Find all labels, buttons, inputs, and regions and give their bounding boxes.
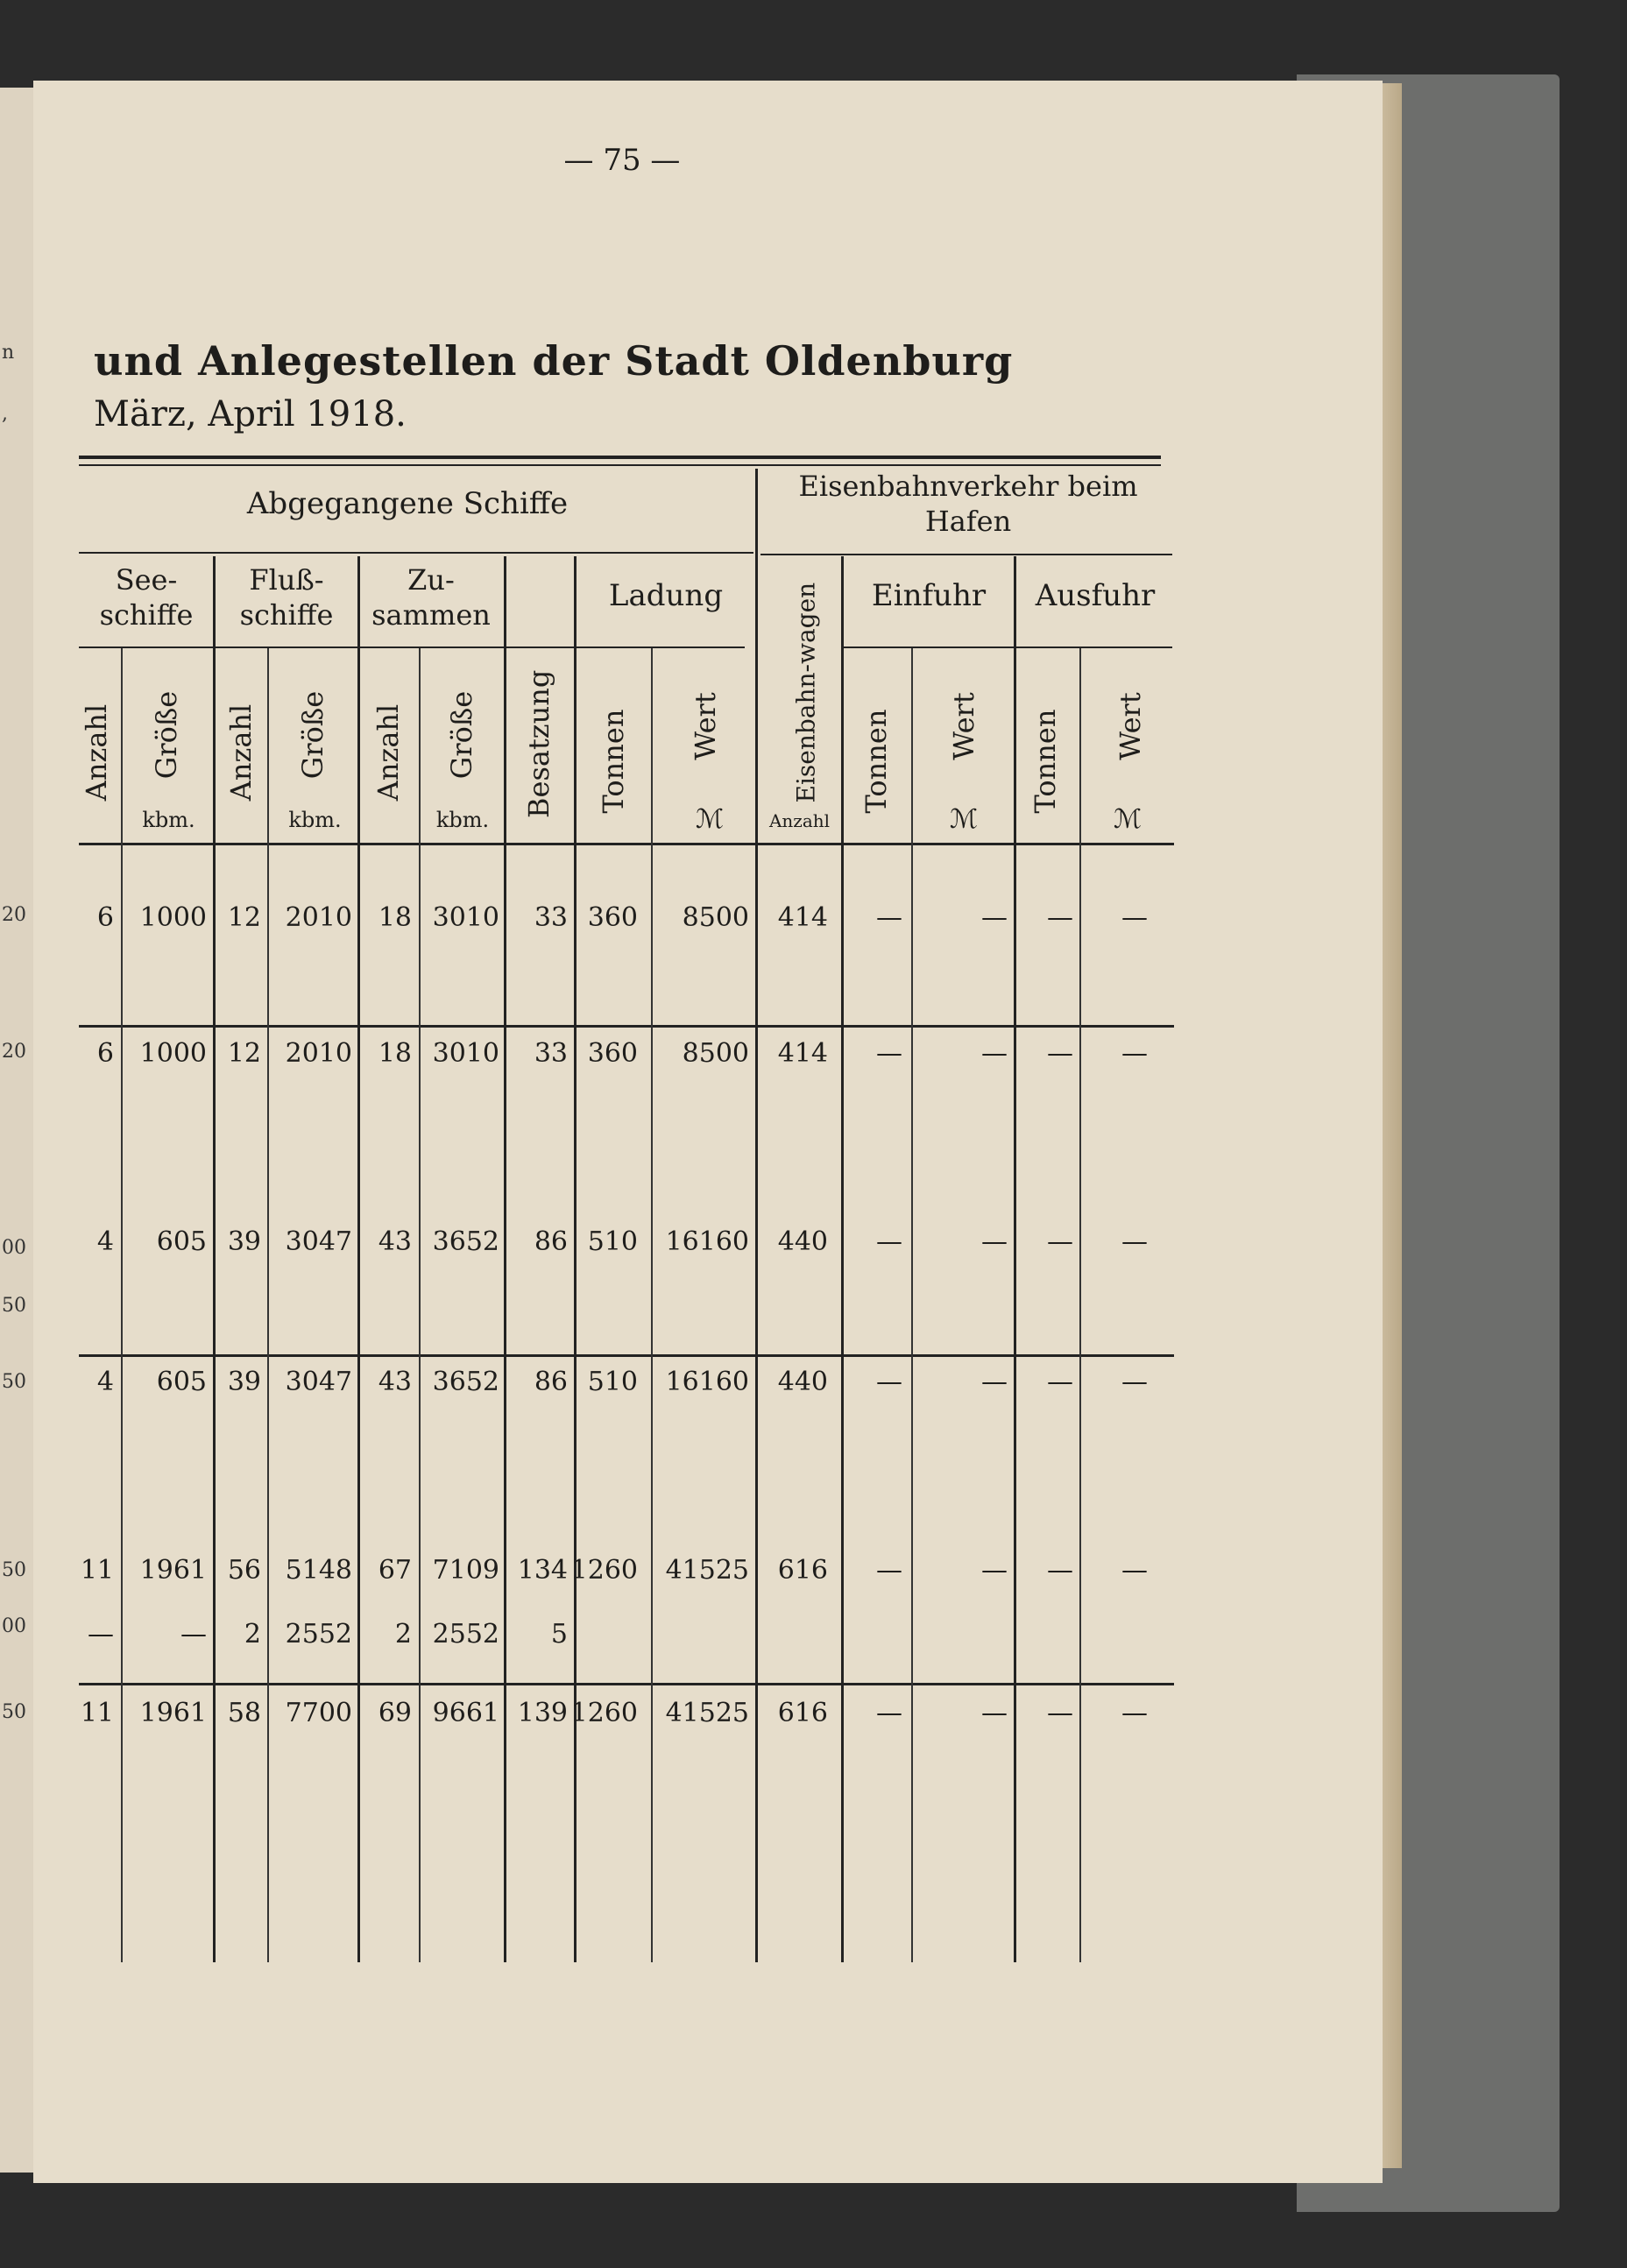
table-top-rule [79, 456, 1161, 459]
header-total-size: Größe [445, 690, 478, 780]
table-cell: — [1121, 1367, 1148, 1397]
unit-anzahl: Anzahl [768, 810, 831, 831]
table-cell: — [876, 1555, 902, 1586]
table-cell: 6 [96, 902, 114, 933]
table-cell: 139 [517, 1698, 568, 1728]
table-cell: 16160 [665, 1367, 749, 1397]
header-export-tons: Tonnen [1029, 709, 1062, 814]
table-cell: 33 [534, 1038, 568, 1069]
header-total-count: Anzahl [371, 703, 405, 802]
header-wagons: Eisenbahn-wagen [791, 582, 821, 803]
table-cell: 39 [227, 1226, 261, 1257]
table-cell: — [1121, 1555, 1148, 1586]
table-cell: 58 [227, 1698, 261, 1728]
header-river-ships: Fluß-schiffe [239, 563, 334, 632]
table-cell: 4 [96, 1367, 114, 1397]
table-cell: 440 [777, 1367, 828, 1397]
table-cell: 16160 [665, 1226, 749, 1257]
header-river-count: Anzahl [224, 703, 258, 802]
table-cell: 9661 [432, 1698, 499, 1728]
col-line [841, 556, 844, 1962]
table-cell: — [981, 902, 1008, 933]
table-cell: — [1047, 1698, 1073, 1728]
header-import-tons: Tonnen [859, 709, 893, 814]
left-fragment: 50 [2, 1559, 26, 1581]
col-line [357, 556, 360, 1962]
table-cell: 5148 [285, 1555, 352, 1586]
table-cell: 1961 [139, 1698, 207, 1728]
left-fragment: 50 [2, 1295, 26, 1317]
page-title: und Anlegestellen der Stadt Oldenburg [94, 337, 1014, 385]
table-cell: 616 [777, 1698, 828, 1728]
left-fragment: n [2, 342, 15, 364]
table-cell: 3010 [432, 902, 499, 933]
table-cell: 3047 [285, 1226, 352, 1257]
table-cell: 18 [378, 902, 412, 933]
table-cell: 8500 [682, 1038, 749, 1069]
header-rule-3 [841, 646, 1172, 648]
table-cell: — [876, 1367, 902, 1397]
page-subtitle: März, April 1918. [94, 394, 407, 435]
col-line [213, 556, 216, 1962]
col-line [1014, 556, 1016, 1962]
table-cell: 134 [517, 1555, 568, 1586]
col-line [1079, 648, 1081, 1962]
header-departed-ships: Abgegangene Schiffe [246, 486, 569, 521]
table-cell: 605 [156, 1226, 207, 1257]
table-cell: 360 [587, 902, 638, 933]
table-cell: — [180, 1619, 207, 1650]
left-fragment: 50 [2, 1701, 26, 1723]
table-cell: — [981, 1367, 1008, 1397]
table-cell: 5 [550, 1619, 568, 1650]
table-cell: 1260 [570, 1555, 638, 1586]
unit-kbm: kbm. [142, 808, 195, 832]
table-cell: 440 [777, 1226, 828, 1257]
table-cell: 3652 [432, 1226, 499, 1257]
table-cell: 3652 [432, 1367, 499, 1397]
header-import-value: Wert [947, 692, 980, 760]
header-cargo: Ladung [608, 578, 724, 613]
table-cell: 8500 [682, 902, 749, 933]
table-cell: 3047 [285, 1367, 352, 1397]
table-cell: 12 [227, 902, 261, 933]
header-sea-size: Größe [150, 690, 183, 780]
table-cell: — [876, 902, 902, 933]
header-bottom-rule [79, 843, 1174, 845]
table-cell: 18 [378, 1038, 412, 1069]
col-line [755, 469, 758, 1962]
header-rail-traffic: Eisenbahnverkehr beim Hafen [798, 470, 1138, 538]
table-cell: 43 [378, 1367, 412, 1397]
col-line [651, 648, 653, 1962]
header-rule-1 [79, 552, 753, 554]
table-cell: — [1047, 1226, 1073, 1257]
table-cell: — [876, 1038, 902, 1069]
table-cell: 67 [378, 1555, 412, 1586]
table-cell: 4 [96, 1226, 114, 1257]
header-import: Einfuhr [871, 578, 987, 613]
table-cell: 510 [587, 1226, 638, 1257]
table-cell: — [1047, 1555, 1073, 1586]
table-cell: — [981, 1698, 1008, 1728]
header-rule-rail [760, 554, 1172, 555]
col-line [504, 556, 506, 1962]
left-fragment: 20 [2, 1041, 26, 1063]
table-cell: 2 [394, 1619, 412, 1650]
col-line [419, 648, 421, 1962]
left-fragment: 00 [2, 1237, 26, 1259]
col-line [121, 648, 123, 1962]
table-cell: 1260 [570, 1698, 638, 1728]
table-cell: 1000 [139, 1038, 207, 1069]
table-cell: 11 [80, 1555, 114, 1586]
col-line [574, 556, 577, 1962]
header-total: Zu-sammen [371, 563, 491, 632]
table-cell: 414 [777, 1038, 828, 1069]
table-cell: 41525 [665, 1555, 749, 1586]
table-cell: 7109 [432, 1555, 499, 1586]
table-cell: 2552 [432, 1619, 499, 1650]
table-cell: — [1121, 1038, 1148, 1069]
left-page-fragment [0, 88, 37, 2173]
table-cell: 33 [534, 902, 568, 933]
table-cell: 605 [156, 1367, 207, 1397]
table-cell: — [88, 1619, 114, 1650]
unit-kbm: kbm. [435, 808, 490, 832]
table-cell: 616 [777, 1555, 828, 1586]
table-cell: 2010 [285, 1038, 352, 1069]
table-cell: 360 [587, 1038, 638, 1069]
table-cell: 69 [378, 1698, 412, 1728]
col-line [267, 648, 269, 1962]
page-number: — 75 — [563, 143, 681, 178]
row-rule-3 [79, 1683, 1174, 1685]
left-fragment: 20 [2, 904, 26, 926]
table-cell: 2 [244, 1619, 261, 1650]
row-rule-2 [79, 1354, 1174, 1357]
table-cell: 7700 [285, 1698, 352, 1728]
header-export-value: Wert [1114, 692, 1147, 760]
col-line [911, 648, 913, 1962]
table-cell: 2010 [285, 902, 352, 933]
table-cell: — [981, 1038, 1008, 1069]
table-cell: — [1121, 902, 1148, 933]
table-cell: — [1121, 1698, 1148, 1728]
table-cell: 1961 [139, 1555, 207, 1586]
table-cell: — [981, 1555, 1008, 1586]
table-cell: 39 [227, 1367, 261, 1397]
unit-kbm: kbm. [288, 808, 342, 832]
left-fragment: 50 [2, 1371, 26, 1393]
table-cell: 414 [777, 902, 828, 933]
table-cell: 6 [96, 1038, 114, 1069]
table-cell: 86 [534, 1367, 568, 1397]
table-cell: — [1047, 1367, 1073, 1397]
table-cell: — [876, 1226, 902, 1257]
header-cargo-tons: Tonnen [597, 709, 630, 814]
table-cell: 2552 [285, 1619, 352, 1650]
table-cell: 43 [378, 1226, 412, 1257]
header-export: Ausfuhr [1035, 578, 1156, 613]
unit-mark: ℳ [949, 804, 979, 835]
unit-mark: ℳ [1113, 804, 1142, 835]
table-cell: 56 [227, 1555, 261, 1586]
table-cell: — [876, 1698, 902, 1728]
table-cell: — [1121, 1226, 1148, 1257]
table-cell: — [1047, 902, 1073, 933]
table-cell: 41525 [665, 1698, 749, 1728]
table-cell: 11 [80, 1698, 114, 1728]
header-sea-count: Anzahl [80, 703, 113, 802]
table-cell: — [981, 1226, 1008, 1257]
row-rule-1 [79, 1025, 1174, 1028]
header-rule-2 [79, 646, 745, 648]
unit-mark: ℳ [695, 804, 725, 835]
header-cargo-value: Wert [689, 692, 722, 760]
table-cell: 510 [587, 1367, 638, 1397]
table-top-rule-thin [79, 464, 1161, 466]
table-cell: 1000 [139, 902, 207, 933]
table-cell: — [1047, 1038, 1073, 1069]
table-cell: 12 [227, 1038, 261, 1069]
left-fragment: , [2, 403, 8, 425]
left-fragment: 00 [2, 1615, 26, 1637]
table-cell: 86 [534, 1226, 568, 1257]
header-river-size: Größe [296, 690, 329, 780]
table-cell: 3010 [432, 1038, 499, 1069]
header-crew: Besatzung [522, 669, 555, 818]
header-sea-ships: See-schiffe [99, 563, 194, 632]
